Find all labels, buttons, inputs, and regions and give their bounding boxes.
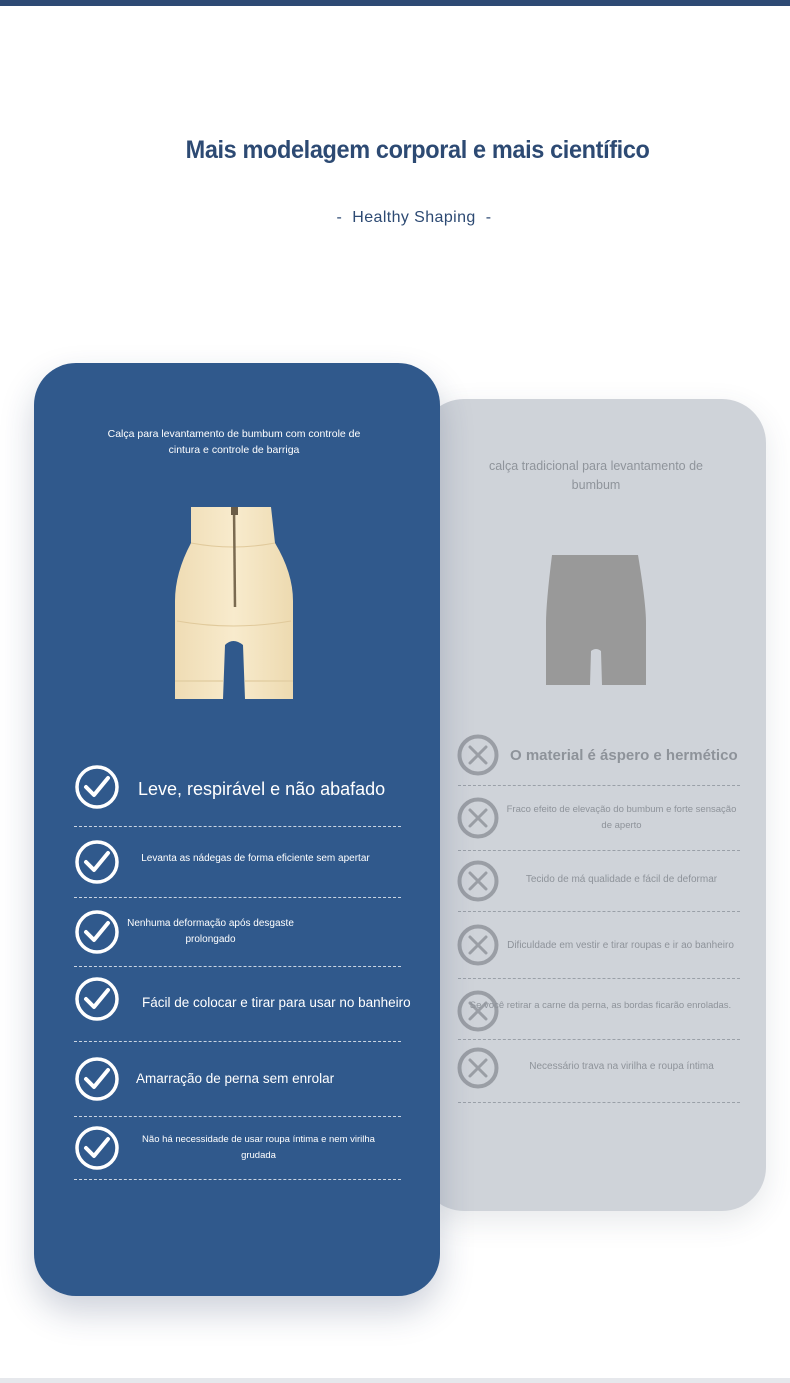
- subtitle-dash-right: -: [485, 209, 492, 226]
- drawback-text: Fraco efeito de elevação do bumbum e forte sensação de aperto: [506, 804, 737, 831]
- check-circle-icon: [74, 909, 120, 955]
- page-subtitle: [0, 209, 790, 227]
- feature-row: [74, 753, 401, 827]
- feature-text: Nenhuma deformação após desgaste prolongado: [127, 918, 294, 945]
- product-card: [34, 363, 440, 1296]
- check-circle-icon: [74, 764, 120, 810]
- product-card-title: Calça para levantamento de bumbum com controle de cintura e controle de barriga: [107, 428, 361, 456]
- x-circle-icon: [457, 924, 499, 966]
- grey-shorts-image: [544, 553, 648, 689]
- feature-row: [74, 1042, 401, 1117]
- subtitle-dash-left: -: [336, 209, 343, 226]
- feature-list: [74, 753, 411, 1180]
- x-circle-icon: [457, 797, 499, 839]
- traditional-card-title: calça tradicional para levantamento de bumbum: [488, 459, 704, 492]
- drawback-list: [458, 729, 740, 1103]
- feature-text: Amarração de perna sem enrolar: [136, 1070, 335, 1086]
- x-circle-icon: [457, 860, 499, 902]
- drawback-text: Tecido de má qualidade e fácil de deformar: [525, 873, 718, 885]
- x-circle-icon: [457, 1047, 499, 1089]
- drawback-row: [458, 979, 740, 1040]
- check-circle-icon: [74, 1056, 120, 1102]
- feature-text: Não há necessidade de usar roupa íntima e nem virilha grudada: [142, 1134, 375, 1161]
- feature-row: [74, 898, 401, 967]
- page-title: Mais modelagem corporal e mais científico: [185, 136, 650, 164]
- feature-row: [74, 1117, 401, 1180]
- drawback-text: Se você retirar a carne da perna, as bordas ficarão enroladas.: [469, 1000, 732, 1011]
- feature-row: [74, 827, 401, 898]
- feature-text: Levanta as nádegas de forma eficiente sem apertar: [141, 852, 370, 864]
- drawback-row: [458, 851, 740, 912]
- drawback-row: [458, 1040, 740, 1103]
- feature-text: Fácil de colocar e tirar para usar no banheiro: [142, 994, 411, 1010]
- drawback-row: [458, 729, 740, 786]
- drawback-row: [458, 912, 740, 979]
- drawback-text: Dificuldade em vestir e tirar roupas e ir ao banheiro: [507, 939, 734, 951]
- check-circle-icon: [74, 1125, 120, 1171]
- feature-row: [74, 967, 411, 1042]
- bottom-divider: [0, 1378, 790, 1383]
- x-circle-icon: [457, 734, 499, 776]
- cream-shorts-image: [169, 503, 299, 703]
- top-accent-bar: [0, 0, 790, 6]
- feature-text: Leve, respirável e não abafado: [138, 779, 386, 799]
- drawback-text: O material é áspero e hermético: [510, 746, 738, 764]
- traditional-card: [420, 399, 766, 1211]
- subtitle-text: Healthy Shaping: [352, 209, 476, 226]
- check-circle-icon: [74, 976, 120, 1022]
- drawback-row: [458, 786, 740, 851]
- drawback-text: Necessário trava na virilha e roupa íntima: [529, 1060, 714, 1072]
